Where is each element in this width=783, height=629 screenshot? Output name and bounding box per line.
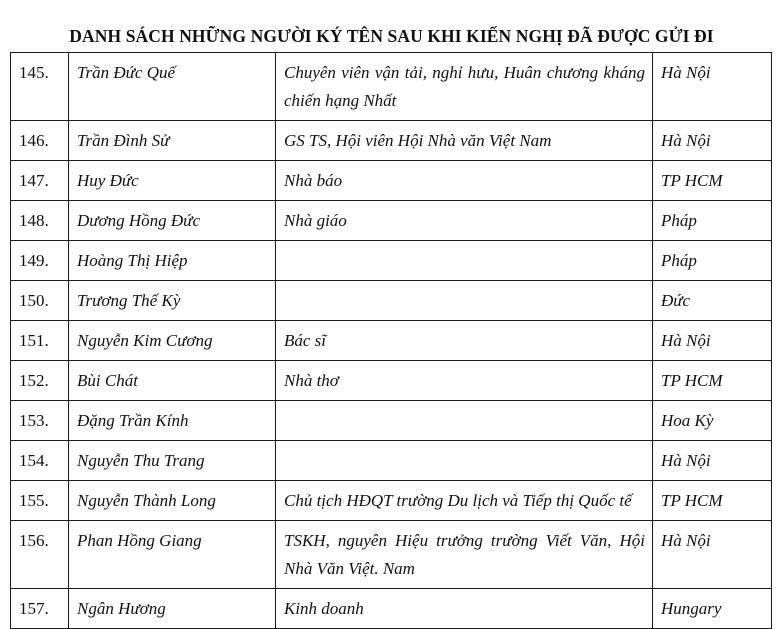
signatory-name: Phan Hồng Giang [69,521,276,589]
signatory-location: Hà Nội [653,53,772,121]
table-row [11,321,772,361]
signatory-description [276,441,653,481]
table-row [11,161,772,201]
signatory-description: Chuyên viên vận tải, nghỉ hưu, Huân chương kháng chiến hạng Nhất [276,53,653,121]
signatory-location: Hà Nội [653,521,772,589]
signatory-name: Nguyễn Thu Trang [69,441,276,481]
signatory-name: Ngân Hương [69,589,276,629]
signatory-description: Nhà giáo [276,201,653,241]
signatory-location: Hà Nội [653,121,772,161]
signatory-description [276,401,653,441]
table-row [11,121,772,161]
row-number: 155. [11,481,69,521]
signatory-name: Đặng Trần Kính [69,401,276,441]
row-number: 152. [11,361,69,401]
signatory-description: TSKH, nguyên Hiệu trưởng trường Viết Văn, Hội Nhà Văn Việt. Nam [276,521,653,589]
signatory-description [276,281,653,321]
row-number: 149. [11,241,69,281]
document-title: DANH SÁCH NHỮNG NGƯỜI KÝ TÊN SAU KHI KIẾN NGHỊ ĐÃ ĐƯỢC GỬI ĐI [69,26,714,46]
row-number: 145. [11,53,69,121]
signatory-name: Nguyễn Thành Long [69,481,276,521]
table-row [11,53,772,121]
signatory-description: Chủ tịch HĐQT trường Du lịch và Tiếp thị Quốc tế [276,481,653,521]
table-row [11,281,772,321]
signatory-location: Hoa Kỳ [653,401,772,441]
row-number: 154. [11,441,69,481]
signatory-table-body [11,53,772,629]
signatory-name: Dương Hồng Đức [69,201,276,241]
signatory-description [276,241,653,281]
signatory-name: Huy Đức [69,161,276,201]
row-number: 146. [11,121,69,161]
signatory-name: Trần Đức Quế [69,53,276,121]
signatory-location: Hà Nội [653,321,772,361]
signatory-description: Nhà thơ [276,361,653,401]
signatory-location: Hungary [653,589,772,629]
row-number: 153. [11,401,69,441]
table-row [11,589,772,629]
signatory-name: Trần Đình Sử [69,121,276,161]
signatory-description: Kinh doanh [276,589,653,629]
table-row [11,521,772,589]
signatory-name: Trương Thế Kỳ [69,281,276,321]
row-number: 156. [11,521,69,589]
row-number: 157. [11,589,69,629]
signatory-name: Hoàng Thị Hiệp [69,241,276,281]
table-row [11,481,772,521]
signatory-location: Hà Nội [653,441,772,481]
row-number: 147. [11,161,69,201]
signatory-description: Nhà báo [276,161,653,201]
signatory-name: Nguyễn Kim Cương [69,321,276,361]
table-row [11,441,772,481]
table-row [11,201,772,241]
table-row [11,241,772,281]
signatory-location: Pháp [653,241,772,281]
row-number: 151. [11,321,69,361]
row-number: 150. [11,281,69,321]
signatory-description: GS TS, Hội viên Hội Nhà văn Việt Nam [276,121,653,161]
signatory-location: TP HCM [653,161,772,201]
signatory-location: Đức [653,281,772,321]
row-number: 148. [11,201,69,241]
signatory-location: TP HCM [653,361,772,401]
signatory-location: Pháp [653,201,772,241]
table-row [11,361,772,401]
signatory-table [10,52,772,629]
signatory-description: Bác sĩ [276,321,653,361]
table-row [11,401,772,441]
signatory-location: TP HCM [653,481,772,521]
signatory-name: Bùi Chát [69,361,276,401]
